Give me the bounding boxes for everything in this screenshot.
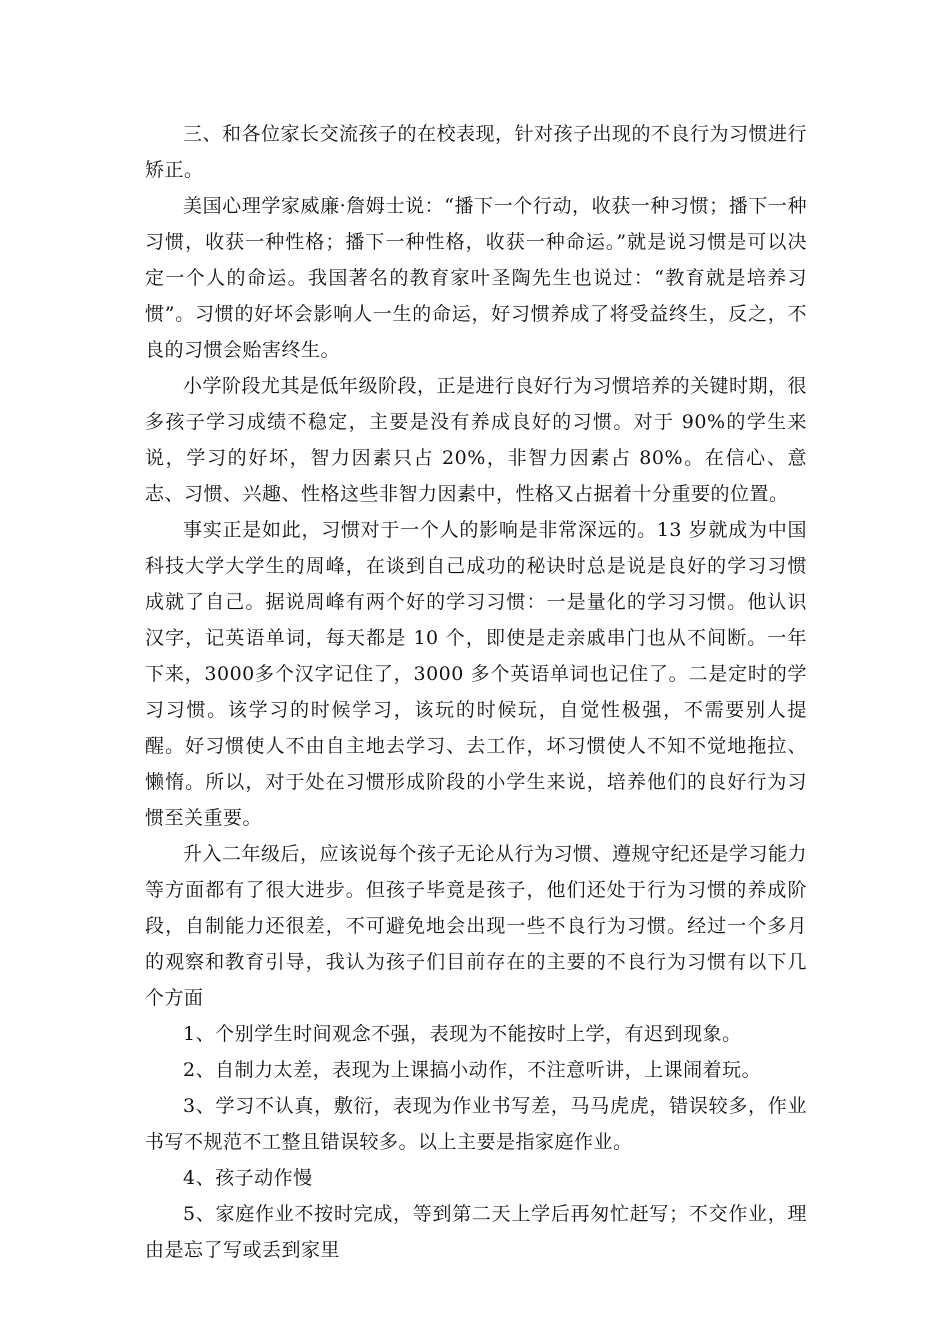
- list-item-5: 5、家庭作业不按时完成，等到第二天上学后再匆忙赶写；不交作业，理由是忘了写或丢到家里: [145, 1203, 807, 1261]
- list-item-4: 4、孩子动作慢: [183, 1167, 313, 1189]
- list-item-2: 2、自制力太差，表现为上课搞小动作，不注意听讲，上课闹着玩。: [183, 1059, 762, 1081]
- list-item-1: 1、个别学生时间观念不强，表现为不能按时上学，有迟到现象。: [183, 1023, 742, 1045]
- paragraph-primary-school-stage: 小学阶段尤其是低年级阶段，正是进行良好行为习惯培养的关键时期，很多孩子学习成绩不稳定，主要是没有养成良好的习惯。对于 90%的学生来说，学习的好坏，智力因素只占 20%，非智力因素占 80%。在信心、意志、习惯、兴趣、性格这些非智力因素中，性格又占据着十分重要的位置。: [145, 375, 808, 505]
- paragraph-section-three: 三、和各位家长交流孩子的在校表现，针对孩子出现的不良行为习惯进行矫正。: [145, 123, 808, 181]
- list-item-3: 3、学习不认真，敷衍，表现为作业书写差，马马虎虎，错误较多，作业书写不规范不工整且错误较多。以上主要是指家庭作业。: [145, 1095, 807, 1153]
- document-body: [145, 116, 807, 1268]
- paragraph-james-quote: 美国心理学家威廉·詹姆士说：“播下一个行动，收获一种习惯；播下一种习惯，收获一种性格；播下一种性格，收获一种命运。”就是说习惯是可以决定一个人的命运。我国著名的教育家叶圣陶先生也说过：“教育就是培养习惯”。习惯的好坏会影响人一生的命运，好习惯养成了将受益终生，反之，不良的习惯会贻害终生。: [145, 195, 807, 361]
- paragraph-zhou-feng-example: 事实正是如此，习惯对于一个人的影响是非常深远的。13 岁就成为中国科技大学大学生的周峰，在谈到自己成功的秘诀时总是说是良好的学习习惯成就了自己。据说周峰有两个好的学习习惯：一是量化的学习习惯。他认识汉字，记英语单词，每天都是 10 个，即使是走亲戚串门也从不间断。一年下来，3000多个汉字记住了，3000 多个英语单词也记住了。二是定时的学习习惯。该学习的时候学习，该玩的时候玩，自觉性极强，不需要别人提醒。好习惯使人不由自主地去学习、去工作，坏习惯使人不知不觉地拖拉、懒惰。所以，对于处在习惯形成阶段的小学生来说，培养他们的良好行为习惯至关重要。: [145, 519, 807, 829]
- paragraph-second-grade: 升入二年级后，应该说每个孩子无论从行为习惯、遵规守纪还是学习能力等方面都有了很大进步。但孩子毕竟是孩子，他们还处于行为习惯的养成阶段，自制能力还很差，不可避免地会出现一些不良行为习惯。经过一个多月的观察和教育引导，我认为孩子们目前存在的主要的不良行为习惯有以下几个方面: [145, 843, 808, 1009]
